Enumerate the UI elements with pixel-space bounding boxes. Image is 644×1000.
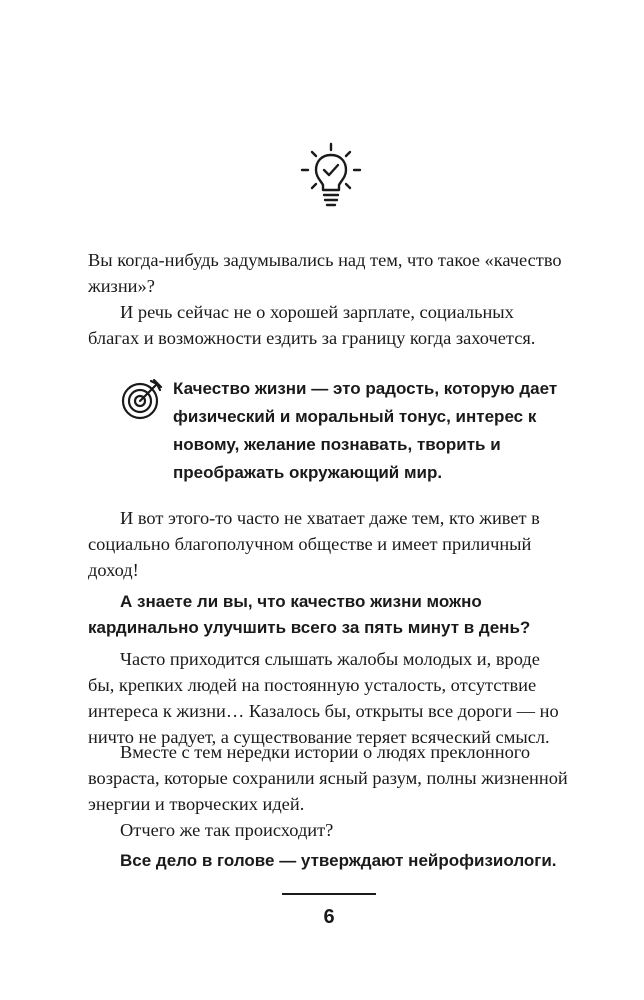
paragraph-question: А знаете ли вы, что качество жизни можно кардинально улучшить всего за пять минут в день? — [88, 592, 531, 637]
target-arrow-icon — [120, 377, 164, 421]
paragraph-context: И речь сейчас не о хорошей зарплате, социальных благах и возможности ездить за границу когда захочется. — [88, 302, 536, 348]
paragraph-complaints: Часто приходится слышать жалобы молодых и, вроде бы, крепких людей на постоянную усталость, отсутствие интереса к жизни… Казалось бы, открыты все дороги — но ничто не радует, а существование теряет всяческий смысл. — [88, 649, 559, 747]
paragraph-intro: Вы когда-нибудь задумывались над тем, что такое «качество жизни»? — [88, 250, 562, 296]
paragraph-elderly: Вместе с тем нередки истории о людях преклонного возраста, которые сохранили ясный разум, полны жизненной энергии и творческих идей. — [88, 742, 568, 814]
callout-text: Качество жизни — это радость, которую дает физический и моральный тонус, интерес к новому, желание познавать, творить и преображать окружающий мир. — [173, 379, 558, 482]
paragraph-conclusion: Все дело в голове — утверждают нейрофизиологи. — [120, 851, 557, 870]
paragraph-lack: И вот этого-то часто не хватает даже тем, кто живет в социально благополучном обществе и имеет приличный доход! — [88, 508, 540, 580]
footer-rule — [282, 893, 376, 895]
paragraph-why: Отчего же так происходит? — [120, 820, 334, 840]
page-number: 6 — [323, 906, 335, 928]
lightbulb-check-icon — [296, 140, 366, 210]
